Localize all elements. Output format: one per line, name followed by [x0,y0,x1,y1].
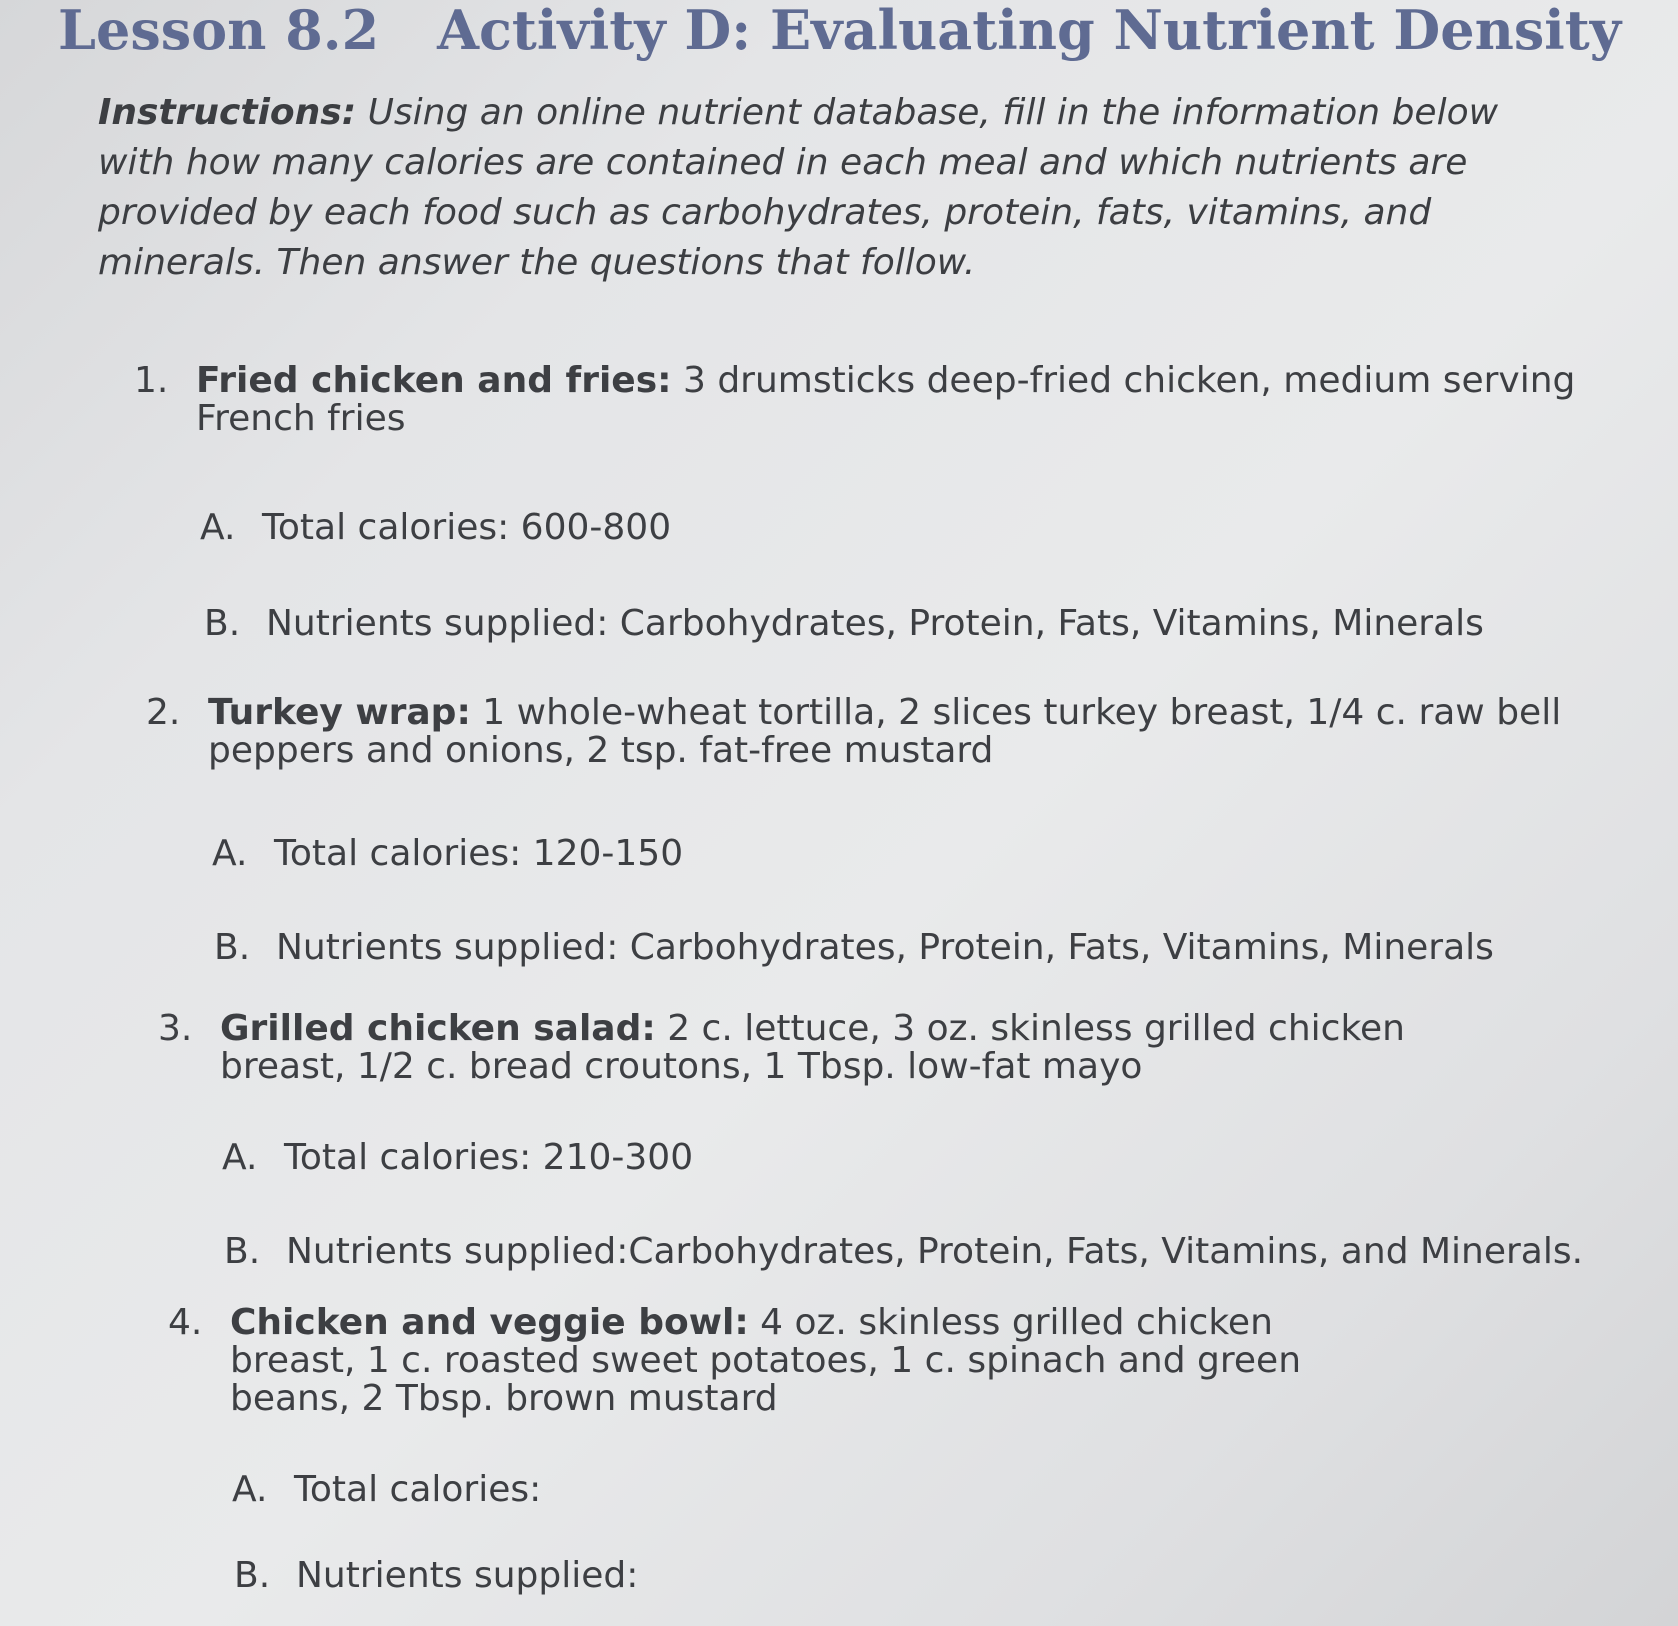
meal-description: 2 c. lettuce, 3 oz. skinless grilled chicken breast, 1/2 c. bread croutons, 1 Tbsp. low-fat mayo [220,1008,1405,1087]
question-number: 2. [146,692,181,733]
page-title [58,0,1621,60]
lesson-number: Lesson 8.2 [58,0,380,62]
question-text [208,694,1608,770]
answer-letter: A. [212,833,248,874]
answer-letter: A. [222,1137,258,1178]
instructions-paragraph [98,88,1538,288]
meal-description: 1 whole-wheat tortilla, 2 slices turkey breast, 1/4 c. raw bell peppers and onions, 2 tsp. fat-free mustard [208,692,1562,771]
nutrients-answer: Nutrients supplied:Carbohydrates, Protein, Fats, Vitamins, and Minerals. [286,1231,1584,1272]
question-2-calories [212,834,683,874]
question-number: 4. [168,1302,203,1343]
question-2-nutrients [214,928,1494,968]
nutrients-answer: Nutrients supplied: [296,1555,639,1596]
nutrients-answer: Nutrients supplied: Carbohydrates, Protein, Fats, Vitamins, Minerals [276,927,1494,968]
question-3-nutrients [224,1232,1583,1272]
calories-answer: Total calories: 120-150 [274,833,684,874]
nutrients-answer: Nutrients supplied: Carbohydrates, Protein, Fats, Vitamins, Minerals [266,603,1484,644]
calories-answer: Total calories: 210-300 [284,1137,694,1178]
activity-title: Activity D: Evaluating Nutrient Density [437,0,1622,62]
calories-answer: Total calories: 600-800 [262,507,672,548]
meal-name: Chicken and veggie bowl: [230,1302,749,1343]
instructions-text: Using an online nutrient database, fill in the information below with how many calories are contained in each meal and which nutrients are provided by each food such as carbohydrates, protein, fats, vitamins, and minerals. Then answer the questions that follow. [98,92,1499,283]
question-4-nutrients [234,1556,638,1596]
answer-letter: B. [204,603,241,644]
question-text [220,1010,1540,1086]
question-number: 3. [158,1008,193,1049]
meal-description: 4 oz. skinless grilled chicken breast, 1 c. roasted sweet potatoes, 1 c. spinach and green beans, 2 Tbsp. brown mustard [230,1302,1302,1419]
question-4-calories [232,1470,541,1510]
meal-name: Fried chicken and fries: [196,360,672,401]
instructions-label: Instructions: [98,92,357,133]
answer-letter: A. [232,1469,268,1510]
question-3-calories [222,1138,693,1178]
meal-description: 3 drumsticks deep-fried chicken, medium serving French fries [196,360,1576,439]
answer-letter: B. [224,1231,261,1272]
meal-name: Turkey wrap: [208,692,471,733]
question-1-calories [200,508,671,548]
answer-letter: B. [214,927,251,968]
answer-letter: B. [234,1555,271,1596]
question-1-nutrients [204,604,1484,644]
question-text [230,1304,1380,1418]
question-text [196,362,1616,438]
calories-answer: Total calories: [294,1469,542,1510]
answer-letter: A. [200,507,236,548]
question-number: 1. [134,360,169,401]
meal-name: Grilled chicken salad: [220,1008,656,1049]
